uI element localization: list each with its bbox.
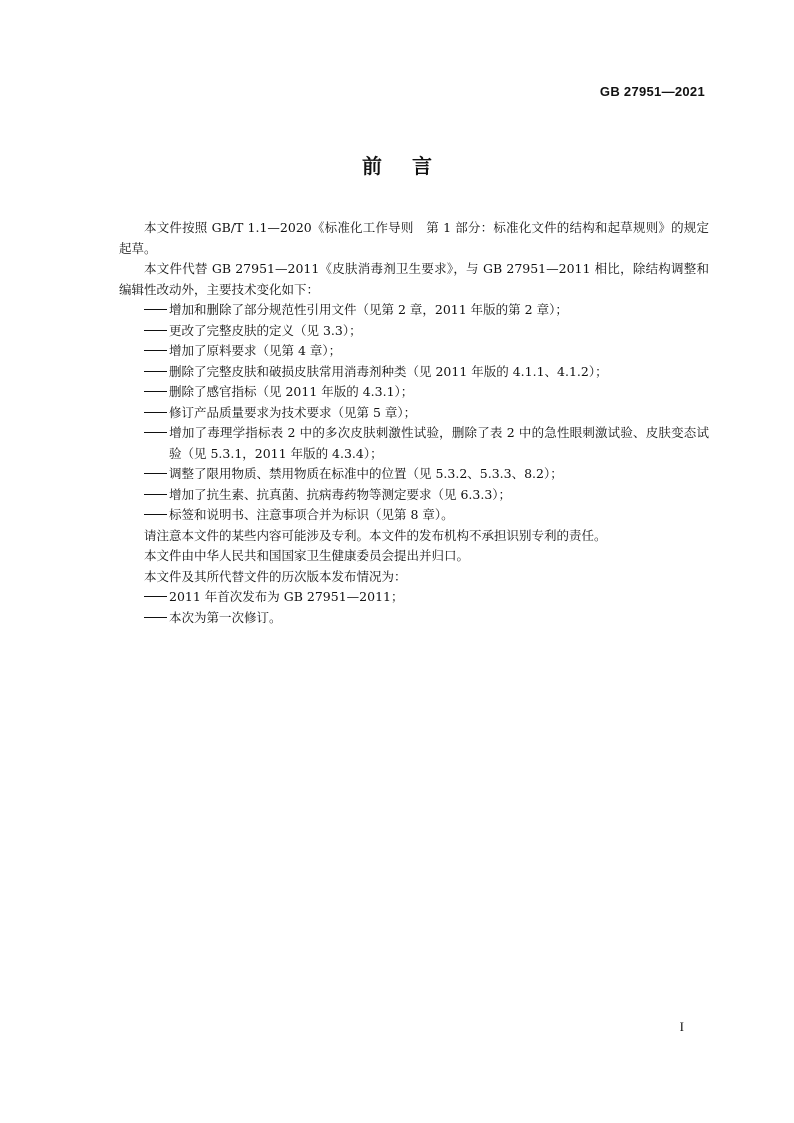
list-item-text: 删除了感官指标（见 2011 年版的 4.3.1）；: [169, 384, 414, 399]
page-title: 前言: [362, 154, 462, 178]
list-item: [119, 321, 709, 342]
list-item: [119, 403, 709, 424]
paragraph: 本文件按照 GB/T 1.1—2020《标准化工作导则 第 1 部分：标准化文件的结构和起草规则》的规定起草。: [119, 220, 709, 256]
list-item: [119, 505, 709, 526]
dash-bullet: [144, 423, 169, 444]
list-item: [119, 423, 709, 464]
list-item-text: 调整了限用物质、禁用物质在标准中的位置（见 5.3.2、5.3.3、8.2）；: [169, 466, 563, 481]
list-item: [119, 464, 709, 485]
foreword-body: [119, 218, 709, 628]
dash-bullet: [144, 362, 169, 383]
list-item-text: 增加了抗生素、抗真菌、抗病毒药物等测定要求（见 6.3.3）；: [169, 486, 512, 502]
dash-bullet: [144, 403, 169, 424]
list-item: [119, 341, 709, 362]
dash-bullet: [144, 341, 169, 362]
paragraph: 请注意本文件的某些内容可能涉及专利。本文件的发布机构不承担识别专利的责任。: [144, 527, 607, 543]
page-number: I: [679, 1019, 684, 1034]
paragraph: 本文件代替 GB 27951—2011《皮肤消毒剂卫生要求》，与 GB 27951—2011 相比，除结构调整和编辑性改动外，主要技术变化如下：: [119, 261, 709, 297]
list-item: [119, 382, 709, 403]
list-item-text: 删除了完整皮肤和破损皮肤常用消毒剂种类（见 2011 年版的 4.1.1、4.1.2）；: [169, 363, 608, 379]
standard-number: GB 27951—2021: [599, 84, 705, 99]
dash-bullet: [144, 505, 169, 526]
list-item: [119, 587, 709, 608]
list-item: [119, 608, 709, 629]
paragraph: 本文件由中华人民共和国国家卫生健康委员会提出并归口。: [144, 548, 470, 563]
list-item-text: 修订产品质量要求为技术要求（见第 5 章）；: [169, 404, 417, 420]
list-item-text: 标签和说明书、注意事项合并为标识（见第 8 章）。: [169, 507, 454, 522]
list-item: [119, 362, 709, 383]
list-item-text: 2011 年首次发布为 GB 27951—2011；: [169, 589, 404, 604]
list-item-text: 增加和删除了部分规范性引用文件（见第 2 章，2011 年版的第 2 章）；: [169, 302, 568, 317]
dash-bullet: [144, 485, 169, 506]
paragraph: 本文件及其所代替文件的历次版本发布情况为：: [144, 568, 407, 584]
list-item: [119, 300, 709, 321]
dash-bullet: [144, 464, 169, 485]
list-item-text: 增加了毒理学指标表 2 中的多次皮肤刺激性试验，删除了表 2 中的急性眼刺激试验、皮肤变态试验（见 5.3.1，2011 年版的 4.3.4）；: [169, 425, 709, 461]
list-item-text: 增加了原料要求（见第 4 章）；: [169, 343, 342, 358]
dash-bullet: [144, 382, 169, 403]
dash-bullet: [144, 321, 169, 342]
list-item: [119, 485, 709, 506]
dash-bullet: [144, 608, 169, 629]
list-item-text: 本次为第一次修订。: [169, 609, 282, 625]
dash-bullet: [144, 587, 169, 608]
list-item-text: 更改了完整皮肤的定义（见 3.3）；: [169, 322, 362, 338]
dash-bullet: [144, 300, 169, 321]
